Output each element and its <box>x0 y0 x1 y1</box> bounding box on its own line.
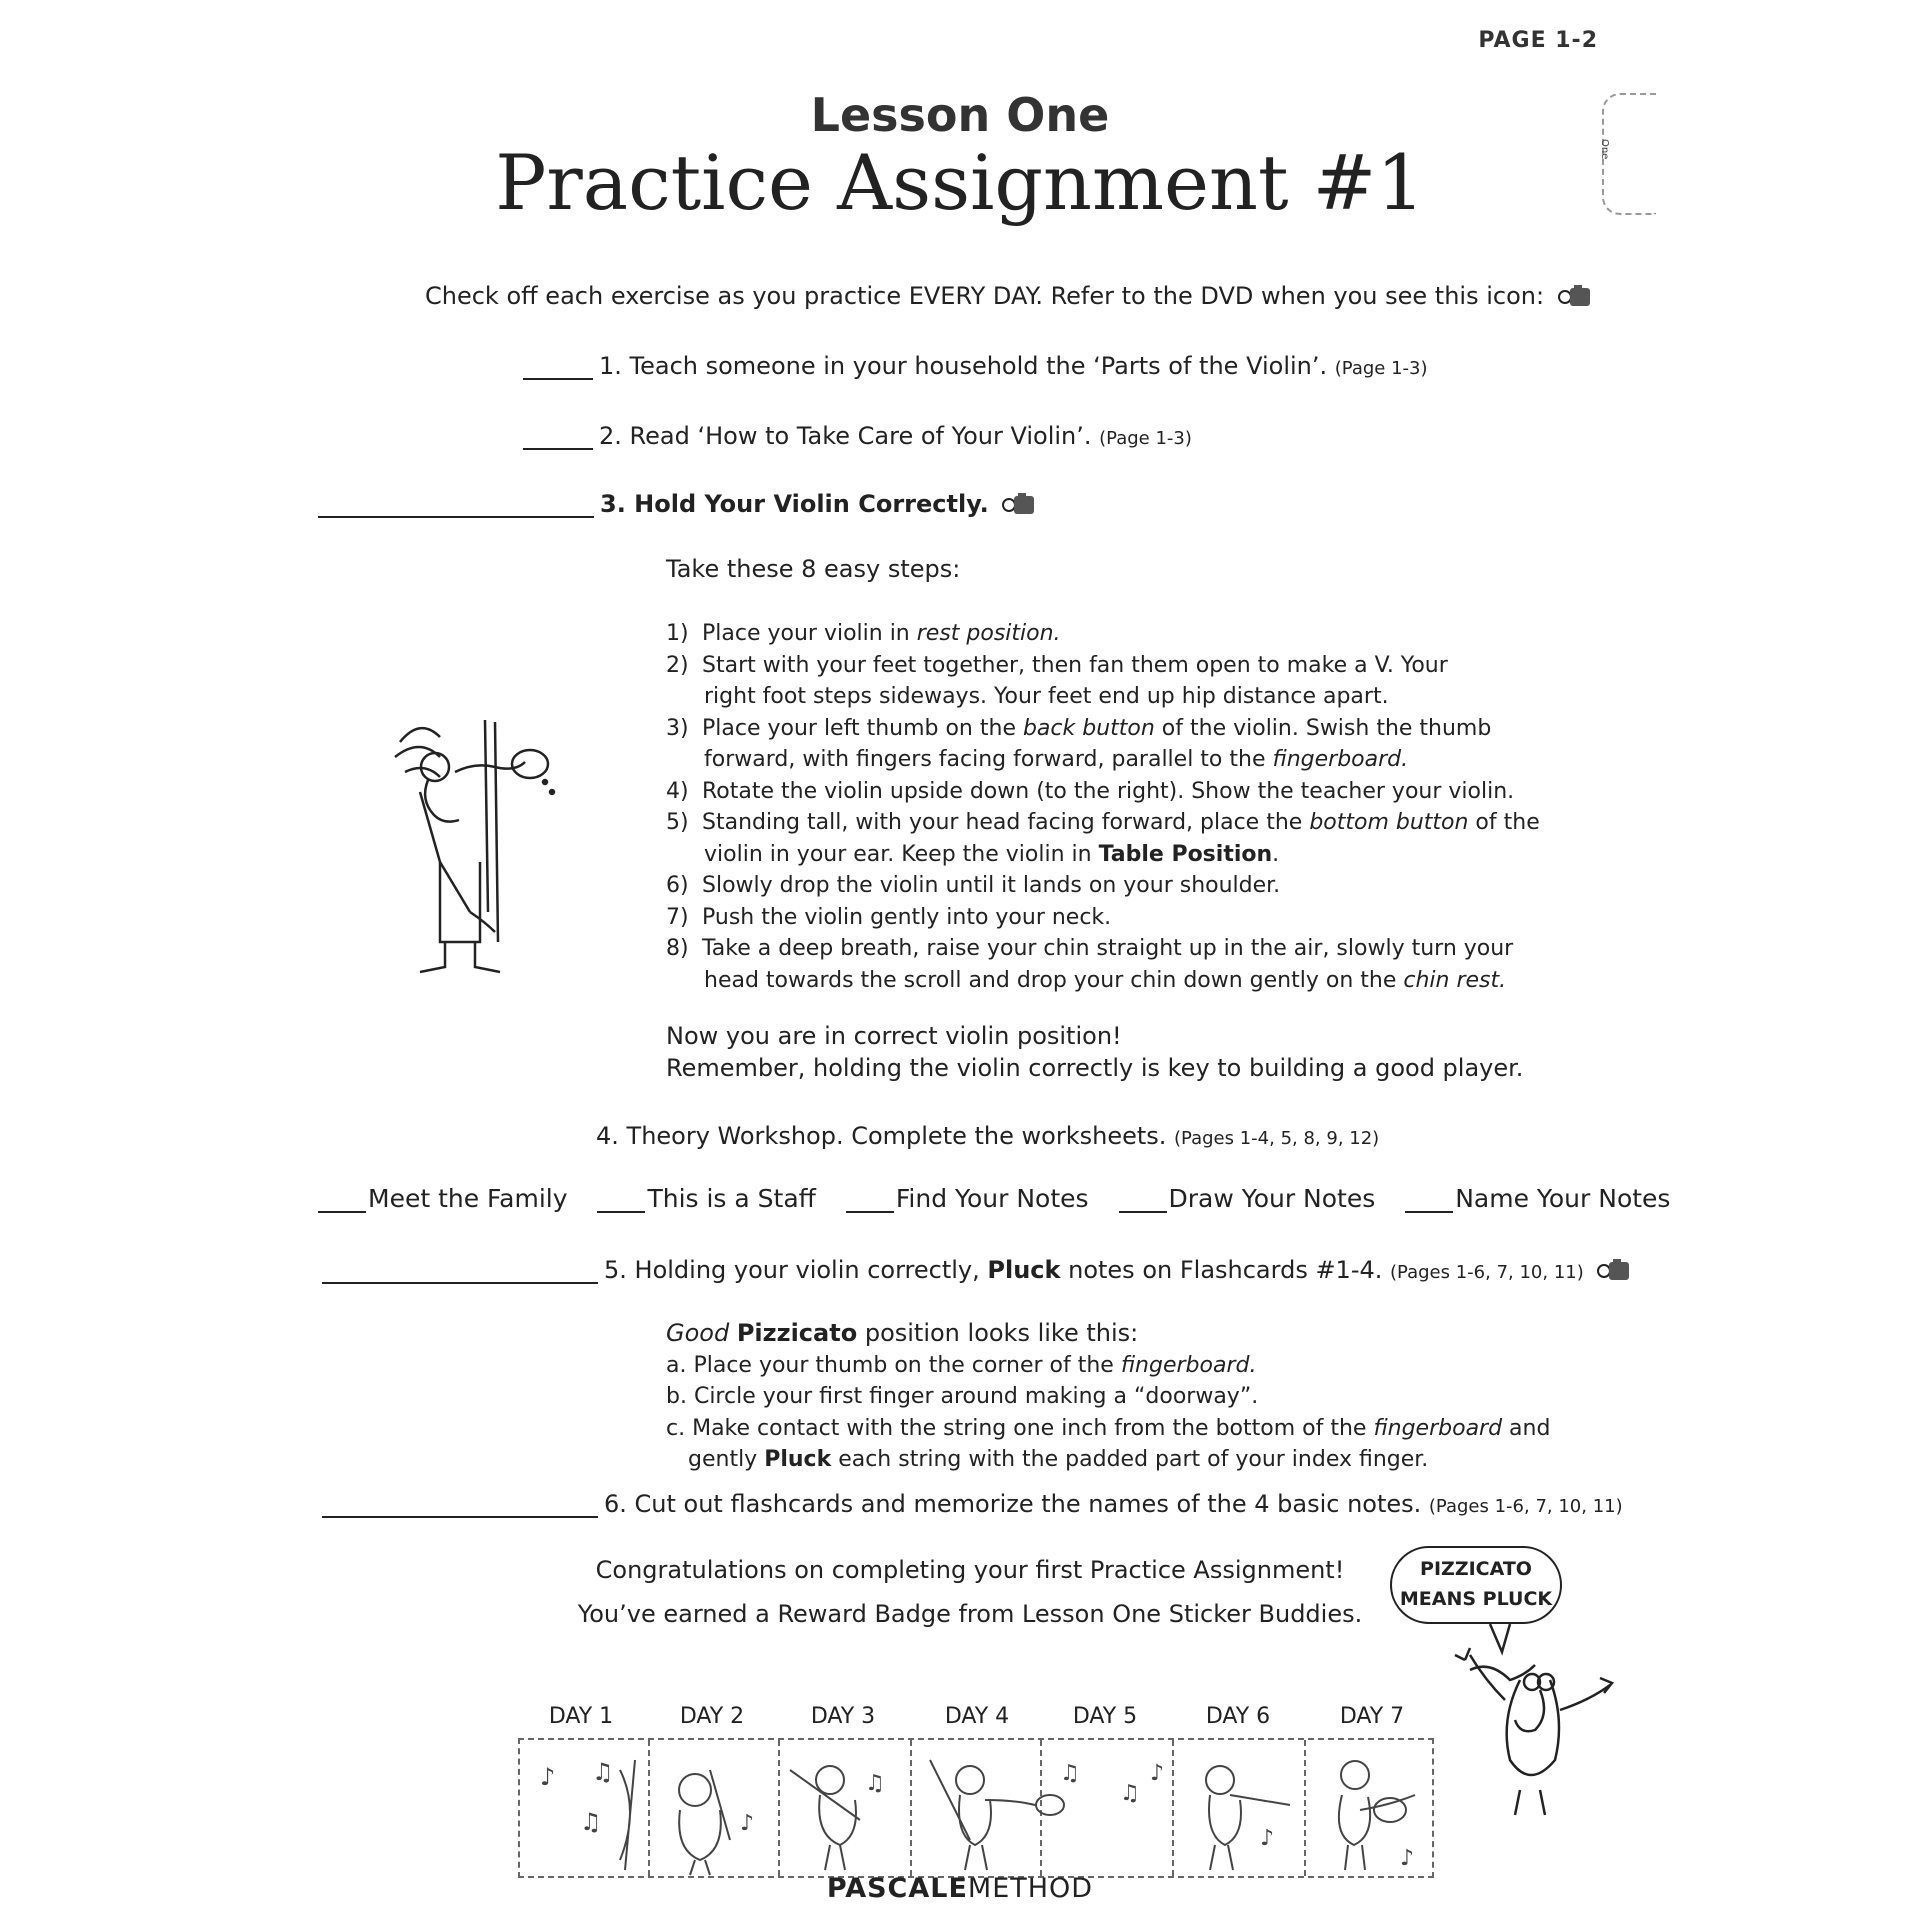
step-8: 8) Take a deep breath, raise your chin straight up in the air, slowly turn your <box>666 936 1514 961</box>
page-title: Practice Assignment #1 <box>495 138 1425 227</box>
checkbox-line[interactable] <box>1119 1207 1167 1213</box>
svg-text:♫: ♫ <box>580 1808 602 1836</box>
pizzicato-character <box>1440 1620 1620 1820</box>
step-5: 5) Standing tall, with your head facing forward, place the bottom button of the <box>666 810 1540 835</box>
sticker-strip <box>518 1738 1434 1878</box>
page-ref: (Pages 1-6, 7, 10, 11) <box>1390 1262 1584 1283</box>
footer-brand: PASCALEMETHOD <box>826 1873 1094 1904</box>
pizzicato-heading: Good Pizzicato position looks like this: <box>666 1319 1139 1347</box>
svg-text:♪: ♪ <box>1150 1761 1165 1786</box>
worksheet-item: Name Your Notes <box>1405 1184 1670 1213</box>
checkbox-line[interactable] <box>318 1207 366 1213</box>
svg-text:♫: ♫ <box>1060 1761 1080 1786</box>
checkbox-line[interactable] <box>846 1207 894 1213</box>
checkbox-line[interactable] <box>322 1278 598 1284</box>
pizzicato-c: c. Make contact with the string one inch from the bottom of the fingerboard and <box>666 1415 1551 1441</box>
assignment-item-1 <box>523 352 1428 380</box>
svg-text:♪: ♪ <box>1260 1826 1275 1851</box>
worksheet-item: Find Your Notes <box>846 1184 1089 1213</box>
page-ref: (Page 1-3) <box>1334 358 1428 379</box>
pizzicato-b: b. Circle your first finger around making a “doorway”. <box>666 1384 1259 1409</box>
section-tab-label: One <box>1599 139 1610 160</box>
checkbox-line[interactable] <box>597 1207 645 1213</box>
checkbox-line[interactable] <box>523 374 593 380</box>
day-label: DAY 1 <box>548 1704 614 1729</box>
step-3-cont: forward, with fingers facing forward, parallel to the fingerboard. <box>704 747 1409 772</box>
page-number: PAGE 1-2 <box>1478 28 1598 53</box>
assignment-item-4 <box>596 1122 1379 1150</box>
worksheet-item: Draw Your Notes <box>1119 1184 1376 1213</box>
svg-text:♫: ♫ <box>1120 1781 1140 1806</box>
steps-outro-1: Now you are in correct violin position! <box>666 1022 1122 1050</box>
intro-text <box>425 282 1592 310</box>
day-label: DAY 6 <box>1205 1704 1271 1729</box>
steps-outro-2: Remember, holding the violin correctly is key to building a good player. <box>666 1054 1524 1082</box>
day-label: DAY 4 <box>944 1704 1010 1729</box>
congrats-line-1: Congratulations on completing your first Practice Assignment! <box>595 1556 1345 1584</box>
assignment-item-6: 6. Cut out flashcards and memorize the names of the 4 basic notes. (Pages 1-6, 7, 10, 11) <box>322 1490 1623 1518</box>
item-text: 2. Read ‘How to Take Care of Your Violin’. <box>599 422 1092 450</box>
congrats-line-2: You’ve earned a Reward Badge from Lesson One Sticker Buddies. <box>577 1600 1363 1628</box>
worksheet-item: Meet the Family <box>318 1184 568 1213</box>
svg-text:♪: ♪ <box>1400 1846 1415 1871</box>
step-6: 6) Slowly drop the violin until it lands on your shoulder. <box>666 873 1281 898</box>
pizzicato-instructions <box>666 1318 1550 1476</box>
item-text: 1. Teach someone in your household the ‘Parts of the Violin’. <box>599 352 1328 380</box>
worksheet-list <box>318 1184 1692 1213</box>
camera-icon <box>1597 1258 1631 1284</box>
camera-icon <box>1002 492 1036 518</box>
pizzicato-a: a. Place your thumb on the corner of the fingerboard. <box>666 1352 1257 1378</box>
item-text: 3. Hold Your Violin Correctly. <box>600 490 989 518</box>
page-ref: (Pages 1-4, 5, 8, 9, 12) <box>1174 1128 1380 1149</box>
svg-text:♫: ♫ <box>592 1758 614 1786</box>
day-label: DAY 7 <box>1339 1704 1405 1729</box>
item-text: 4. Theory Workshop. Complete the worksheets. <box>596 1122 1167 1150</box>
assignment-item-5: 5. Holding your violin correctly, Pluck notes on Flashcards #1-4. (Pages 1-6, 7, 10, 11) <box>322 1256 1631 1284</box>
day-label: DAY 3 <box>810 1704 876 1729</box>
page-ref: (Page 1-3) <box>1099 428 1192 449</box>
svg-text:♪: ♪ <box>540 1763 556 1791</box>
step-2: 2) Start with your feet together, then fan them open to make a V. Your <box>666 652 1448 678</box>
page-ref: (Pages 1-6, 7, 10, 11) <box>1428 1496 1623 1517</box>
day-label: DAY 2 <box>679 1704 745 1729</box>
lesson-heading: Lesson One <box>810 88 1110 142</box>
svg-text:♫: ♫ <box>865 1771 885 1796</box>
step-8-cont: head towards the scroll and drop your chin down gently on the chin rest. <box>704 967 1507 993</box>
step-1: 1) Place your violin in rest position. <box>666 621 1061 646</box>
checkbox-line[interactable] <box>523 444 593 450</box>
bird-violinist-drawings <box>520 1740 1432 1876</box>
step-7: 7) Push the violin gently into your neck. <box>666 904 1112 930</box>
assignment-item-2 <box>523 422 1192 450</box>
steps-intro: Take these 8 easy steps: <box>666 555 961 583</box>
assignment-item-3 <box>318 490 1036 518</box>
checkbox-line[interactable] <box>322 1512 598 1518</box>
violinist-illustration <box>380 712 600 982</box>
step-2-cont: right foot steps sideways. Your feet end up hip distance apart. <box>704 684 1389 709</box>
svg-text:♪: ♪ <box>740 1811 755 1836</box>
worksheet-item: This is a Staff <box>597 1184 815 1213</box>
step-3: 3) Place your left thumb on the back button of the violin. Swish the thumb <box>666 715 1492 741</box>
step-5-cont: violin in your ear. Keep the violin in Table Position. <box>704 841 1280 867</box>
pizzicato-c-cont: gently Pluck each string with the padded part of your index finger. <box>688 1447 1429 1472</box>
speech-bubble: PIZZICATO MEANS PLUCK <box>1390 1546 1562 1624</box>
checkbox-line[interactable] <box>318 512 594 518</box>
checkbox-line[interactable] <box>1405 1207 1453 1213</box>
step-4: 4) Rotate the violin upside down (to the right). Show the teacher your violin. <box>666 778 1515 804</box>
camera-icon <box>1558 284 1592 310</box>
day-label: DAY 5 <box>1072 1704 1138 1729</box>
intro-label: Check off each exercise as you practice EVERY DAY. Refer to the DVD when you see this icon: <box>425 282 1545 310</box>
steps-list <box>666 618 1566 996</box>
